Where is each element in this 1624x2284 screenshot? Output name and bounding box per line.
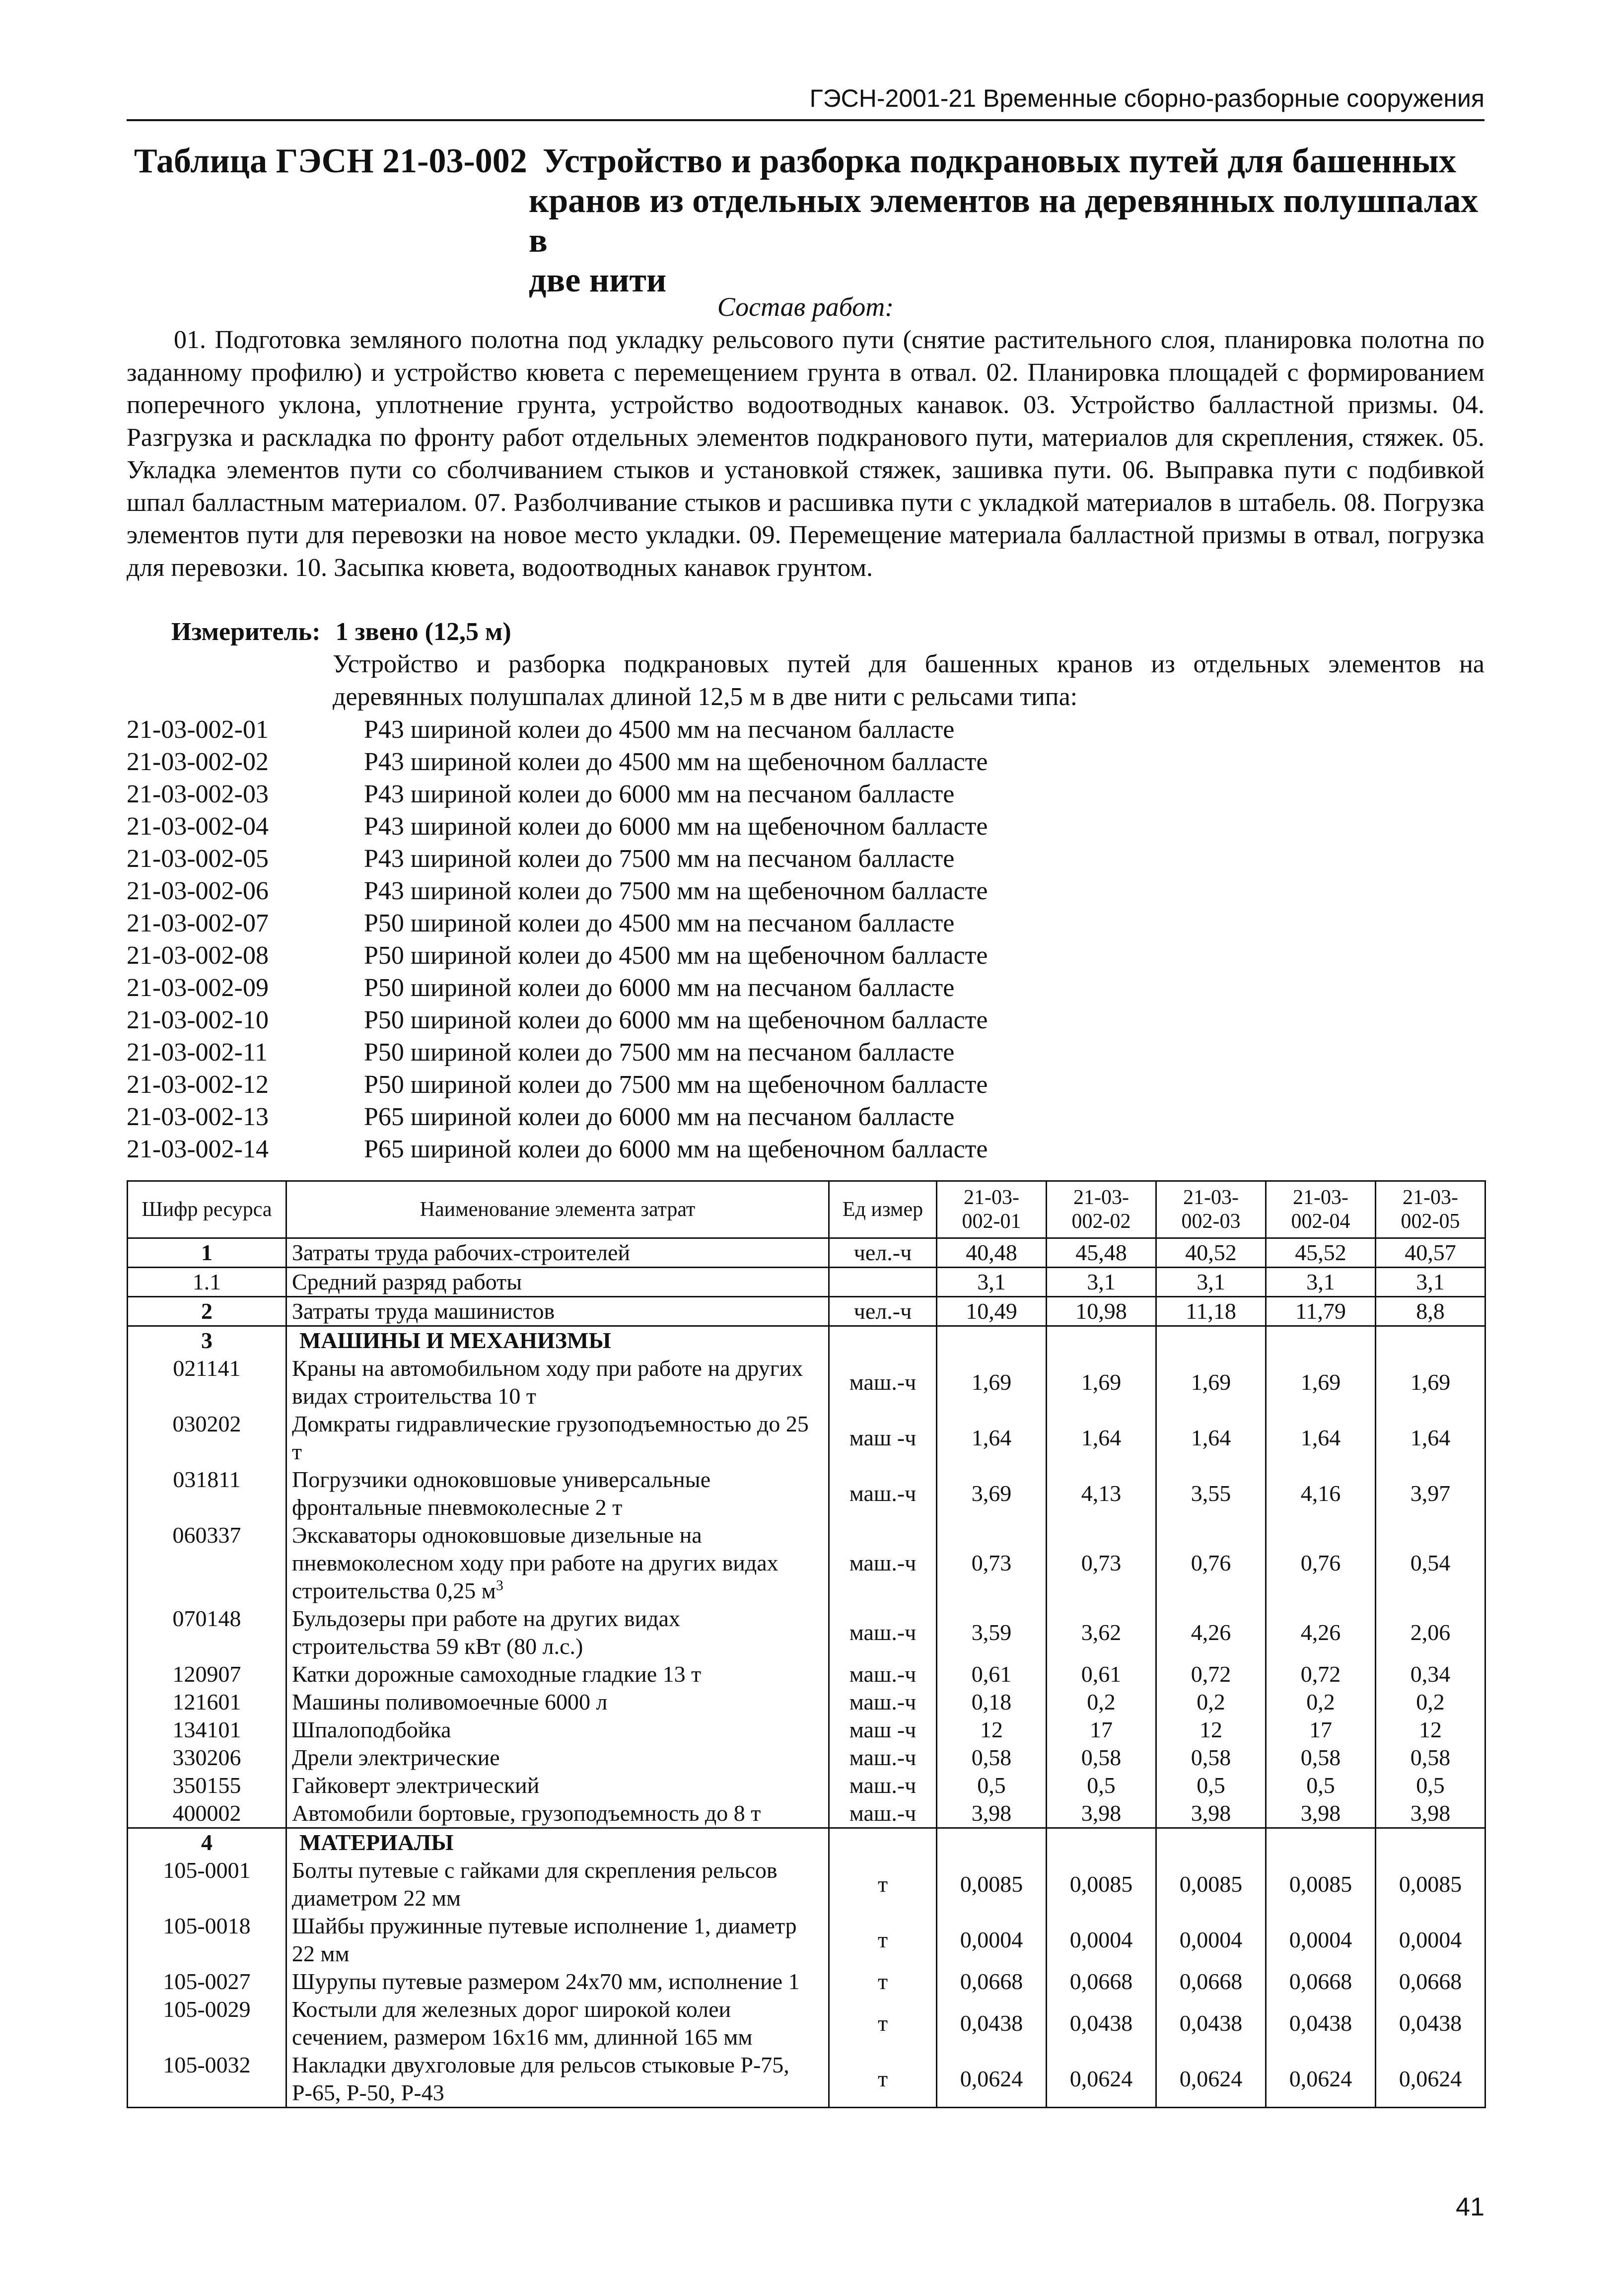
- resource-unit: маш.-ч: [829, 1688, 937, 1716]
- resource-value: 0,58: [1376, 1744, 1485, 1772]
- resource-value: 10,49: [937, 1297, 1047, 1326]
- empty-cell: [829, 1828, 937, 1857]
- variant-item: [127, 1133, 1484, 1165]
- resource-unit: т: [829, 1968, 937, 1996]
- resource-value: 0,0085: [1156, 1856, 1266, 1912]
- variant-code: 21-03-002-04: [127, 812, 269, 841]
- table-row: [128, 1297, 1485, 1326]
- resource-value: 40,48: [937, 1238, 1047, 1268]
- resource-code: 4: [128, 1828, 286, 1857]
- resource-value: 45,52: [1266, 1238, 1376, 1268]
- resource-value: 0,58: [937, 1744, 1047, 1772]
- variant-item: [127, 939, 1484, 972]
- empty-cell: [1376, 1326, 1485, 1355]
- resource-value: 8,8: [1376, 1297, 1485, 1326]
- resource-code: 330206: [128, 1744, 286, 1772]
- resource-value: 0,0438: [1266, 1996, 1376, 2051]
- resource-value: 4,26: [1266, 1605, 1376, 1660]
- empty-cell: [829, 1326, 937, 1355]
- table-title: [134, 142, 1484, 300]
- resource-name: Экскаваторы одноковшовые дизельные на пневмоколесном ходу при работе на других видах строительства 0,25 $м^3$: [286, 1521, 829, 1605]
- table-body: [128, 1238, 1485, 2108]
- resource-value: 0,0438: [1156, 1996, 1266, 2051]
- variant-text: Р50 шириной колеи до 7500 мм на песчаном балласте: [364, 1038, 955, 1067]
- empty-cell: [1047, 1326, 1156, 1355]
- table-row: [128, 1521, 1485, 1605]
- table-row: [128, 1268, 1485, 1297]
- variant-code: 21-03-002-08: [127, 941, 269, 970]
- variant-text: Р43 шириной колеи до 6000 мм на щебеночном балласте: [364, 812, 988, 841]
- resource-unit: т: [829, 1996, 937, 2051]
- resource-value: 0,0624: [937, 2051, 1047, 2108]
- resource-value: 4,26: [1156, 1605, 1266, 1660]
- resource-value: 0,0438: [1047, 1996, 1156, 2051]
- resource-name: Накладки двухголовые для рельсов стыковые Р-75, Р-65, Р-50, Р-43: [286, 2051, 829, 2108]
- variant-list: [127, 714, 1484, 1165]
- work-heading: Состав работ:: [717, 292, 894, 322]
- resource-value: 0,76: [1266, 1521, 1376, 1605]
- resource-value: 0,5: [937, 1772, 1047, 1799]
- resource-unit: маш.-ч: [829, 1355, 937, 1410]
- resource-unit: маш.-ч: [829, 1466, 937, 1521]
- variant-code: 21-03-002-10: [127, 1006, 269, 1034]
- variant-item: [127, 778, 1484, 810]
- variant-item: [127, 1101, 1484, 1133]
- resource-value: 4,16: [1266, 1466, 1376, 1521]
- resource-value: 1,69: [1047, 1355, 1156, 1410]
- col-header-variant: 21-03- 002-01: [937, 1181, 1047, 1238]
- resource-name: Костыли для железных дорог широкой колеи сечением, размером 16х16 мм, длинной 165 мм: [286, 1996, 829, 2051]
- section-row: [128, 1828, 1485, 1857]
- resource-code: 070148: [128, 1605, 286, 1660]
- resource-code: 1: [128, 1238, 286, 1268]
- variant-code: 21-03-002-05: [127, 845, 269, 873]
- resource-value: 2,06: [1376, 1605, 1485, 1660]
- variant-item: [127, 746, 1484, 778]
- resource-code: 105-0032: [128, 2051, 286, 2108]
- resource-name: Болты путевые с гайками для скрепления рельсов диаметром 22 мм: [286, 1856, 829, 1912]
- resource-value: 0,0668: [1376, 1968, 1485, 1996]
- resource-name: Гайковерт электрический: [286, 1772, 829, 1799]
- variant-text: Р50 шириной колеи до 4500 мм на щебеночном балласте: [364, 941, 988, 970]
- table-title-line: две нити: [529, 261, 667, 299]
- col-header-unit: Ед измер: [829, 1181, 937, 1238]
- table-title-lead: Таблица ГЭСН 21-03-002: [134, 142, 527, 180]
- resource-value: 0,0624: [1376, 2051, 1485, 2108]
- resource-value: 3,97: [1376, 1466, 1485, 1521]
- resource-name: Погрузчики одноковшовые универсальные фронтальные пневмоколесные 2 т: [286, 1466, 829, 1521]
- resource-value: 3,1: [1047, 1268, 1156, 1297]
- col-header-variant: 21-03- 002-05: [1376, 1181, 1485, 1238]
- resource-code: 121601: [128, 1688, 286, 1716]
- resource-name: Домкраты гидравлические грузоподъемностью до 25 т: [286, 1410, 829, 1466]
- resource-code: 120907: [128, 1660, 286, 1688]
- resource-value: 11,79: [1266, 1297, 1376, 1326]
- variant-text: Р65 шириной колеи до 6000 мм на щебеночном балласте: [364, 1135, 988, 1163]
- resource-code: 400002: [128, 1799, 286, 1828]
- resource-code: 105-0001: [128, 1856, 286, 1912]
- variant-text: Р43 шириной колеи до 4500 мм на песчаном балласте: [364, 715, 955, 744]
- resource-name: Затраты труда рабочих-строителей: [286, 1238, 829, 1268]
- variant-text: Р50 шириной колеи до 4500 мм на песчаном балласте: [364, 909, 955, 937]
- resource-value: 3,1: [1266, 1268, 1376, 1297]
- resource-unit: маш.-ч: [829, 1605, 937, 1660]
- section-title: МАТЕРИАЛЫ: [286, 1828, 829, 1857]
- resource-value: 0,34: [1376, 1660, 1485, 1688]
- resource-value: 0,2: [1266, 1688, 1376, 1716]
- resource-name: Шурупы путевые размером 24х70 мм, исполнение 1: [286, 1968, 829, 1996]
- resource-value: 40,57: [1376, 1238, 1485, 1268]
- resource-code: 2: [128, 1297, 286, 1326]
- resource-value: 3,98: [937, 1799, 1047, 1828]
- variant-code: 21-03-002-14: [127, 1135, 269, 1163]
- resource-value: 0,76: [1156, 1521, 1266, 1605]
- resource-name: Краны на автомобильном ходу при работе на других видах строительства 10 т: [286, 1355, 829, 1410]
- resource-value: 0,0085: [937, 1856, 1047, 1912]
- variant-code: 21-03-002-11: [127, 1038, 268, 1067]
- resource-unit: чел.-ч: [829, 1238, 937, 1268]
- resource-value: 45,48: [1047, 1238, 1156, 1268]
- resource-value: 0,72: [1156, 1660, 1266, 1688]
- resource-value: 17: [1266, 1716, 1376, 1744]
- empty-cell: [937, 1326, 1047, 1355]
- empty-cell: [1156, 1828, 1266, 1857]
- resource-value: 0,0438: [1376, 1996, 1485, 2051]
- resource-value: 1,64: [1156, 1410, 1266, 1466]
- empty-cell: [1266, 1326, 1376, 1355]
- resource-value: 1,69: [1266, 1355, 1376, 1410]
- resource-unit: маш -ч: [829, 1716, 937, 1744]
- table-row: [128, 1799, 1485, 1828]
- resource-code: 105-0027: [128, 1968, 286, 1996]
- variant-item: [127, 1004, 1484, 1036]
- section-row: [128, 1326, 1485, 1355]
- resource-name: Шпалоподбойка: [286, 1716, 829, 1744]
- table-row: [128, 1716, 1485, 1744]
- variant-item: [127, 907, 1484, 939]
- empty-cell: [937, 1828, 1047, 1857]
- table-title-line: Устройство и разборка подкрановых путей для башенных: [543, 142, 1457, 180]
- running-header: ГЭСН-2001-21 Временные сборно-разборные сооружения: [809, 84, 1484, 112]
- page-number: 41: [1456, 2193, 1484, 2221]
- resource-value: 1,69: [1156, 1355, 1266, 1410]
- resource-value: 0,0085: [1266, 1856, 1376, 1912]
- table-row: [128, 1856, 1485, 1912]
- resource-unit: чел.-ч: [829, 1297, 937, 1326]
- table-row: [128, 1968, 1485, 1996]
- variant-code: 21-03-002-12: [127, 1071, 269, 1099]
- col-header-name: Наименование элемента затрат: [286, 1181, 829, 1238]
- variant-text: Р50 шириной колеи до 6000 мм на щебеночном балласте: [364, 1006, 988, 1034]
- table-row: [128, 1744, 1485, 1772]
- table-row: [128, 1355, 1485, 1410]
- resource-value: 3,59: [937, 1605, 1047, 1660]
- resource-unit: т: [829, 1856, 937, 1912]
- resource-value: 3,69: [937, 1466, 1047, 1521]
- variant-item: [127, 1069, 1484, 1101]
- variant-item: [127, 1036, 1484, 1069]
- resource-value: 0,0004: [1047, 1912, 1156, 1968]
- measure-label: Измеритель:: [171, 618, 321, 646]
- col-header-variant: 21-03- 002-03: [1156, 1181, 1266, 1238]
- col-header-variant: 21-03- 002-02: [1047, 1181, 1156, 1238]
- resource-unit: маш.-ч: [829, 1521, 937, 1605]
- resource-value: 0,0668: [1047, 1968, 1156, 1996]
- resource-value: 3,1: [1156, 1268, 1266, 1297]
- resource-value: 0,0624: [1047, 2051, 1156, 2108]
- resource-value: 0,0668: [1266, 1968, 1376, 1996]
- variant-text: Р43 шириной колеи до 7500 мм на щебеночном балласте: [364, 877, 988, 905]
- variant-code: 21-03-002-13: [127, 1103, 269, 1131]
- scope-text: Устройство и разборка подкрановых путей для башенных кранов из отдельных элементов на деревянных полушпалах длиной 12,5 м в две нити с рельсами типа:: [333, 650, 1484, 711]
- resource-code: 021141: [128, 1355, 286, 1410]
- empty-cell: [1156, 1326, 1266, 1355]
- resource-value: 3,98: [1156, 1799, 1266, 1828]
- col-header-code: Шифр ресурса: [128, 1181, 286, 1238]
- resource-name: Средний разряд работы: [286, 1268, 829, 1297]
- resource-value: 17: [1047, 1716, 1156, 1744]
- resource-value: 3,98: [1266, 1799, 1376, 1828]
- resource-code: 105-0029: [128, 1996, 286, 2051]
- table-row: [128, 1605, 1485, 1660]
- resource-value: 0,0085: [1376, 1856, 1485, 1912]
- resource-unit: маш.-ч: [829, 1799, 937, 1828]
- resource-code: 105-0018: [128, 1912, 286, 1968]
- resource-unit: [829, 1268, 937, 1297]
- resource-code: 350155: [128, 1772, 286, 1799]
- resource-code: 060337: [128, 1521, 286, 1605]
- resource-value: 0,0668: [1156, 1968, 1266, 1996]
- resource-unit: т: [829, 1912, 937, 1968]
- variant-code: 21-03-002-03: [127, 780, 269, 808]
- variant-text: Р50 шириной колеи до 6000 мм на песчаном балласте: [364, 974, 955, 1002]
- resource-name: Бульдозеры при работе на других видах строительства 59 кВт (80 л.с.): [286, 1605, 829, 1660]
- resource-value: 11,18: [1156, 1297, 1266, 1326]
- resource-name: Затраты труда машинистов: [286, 1297, 829, 1326]
- resource-code: 1.1: [128, 1268, 286, 1297]
- resource-value: 0,5: [1376, 1772, 1485, 1799]
- measure-line: [171, 616, 1484, 648]
- resource-code: 030202: [128, 1410, 286, 1466]
- table-row: [128, 1410, 1485, 1466]
- resource-value: 1,64: [1376, 1410, 1485, 1466]
- resource-code: 3: [128, 1326, 286, 1355]
- resource-unit: маш.-ч: [829, 1660, 937, 1688]
- resource-value: 0,0004: [1376, 1912, 1485, 1968]
- empty-cell: [1266, 1828, 1376, 1857]
- variant-code: 21-03-002-07: [127, 909, 269, 937]
- variant-text: Р43 шириной колеи до 6000 мм на песчаном балласте: [364, 780, 955, 808]
- variant-item: [127, 714, 1484, 746]
- resource-value: 0,2: [1047, 1688, 1156, 1716]
- resource-value: 1,69: [1376, 1355, 1485, 1410]
- section-title: МАШИНЫ И МЕХАНИЗМЫ: [286, 1326, 829, 1355]
- resource-value: 0,61: [937, 1660, 1047, 1688]
- table-row: [128, 1238, 1485, 1268]
- resource-unit: т: [829, 2051, 937, 2108]
- resource-value: 0,0085: [1047, 1856, 1156, 1912]
- work-description: 01. Подготовка земляного полотна под укладку рельсового пути (снятие растительного слоя, планировка полотна по заданному профилю) и устройство кювета с перемещением грунта в отвал. 02. Планировка площадей с формированием поперечного уклона, уплотнение грунта, устройство водоотводных канавок. 03. Устройство балластной призмы. 04. Разгрузка и раскладка по фронту работ отдельных элементов подкранового пути, материалов для скрепления, стяжек. 05. Укладка элементов пути со сболчиванием стыков и установкой стяжек, зашивка пути. 06. Выправка пути с подбивкой шпал балластным материалом. 07. Разболчивание стыков и расшивка пути с укладкой материалов в штабель. 08. Погрузка элементов пути для перевозки на новое место укладки. 09. Перемещение материала балластной призмы в отвал, погрузка для перевозки. 10. Засыпка кювета, водоотводных канавок грунтом.: [127, 326, 1484, 582]
- resource-value: 0,0004: [1156, 1912, 1266, 1968]
- resource-value: 0,5: [1266, 1772, 1376, 1799]
- resource-value: 0,18: [937, 1688, 1047, 1716]
- resource-unit: маш.-ч: [829, 1772, 937, 1799]
- resource-value: 1,64: [937, 1410, 1047, 1466]
- resource-unit: маш.-ч: [829, 1744, 937, 1772]
- table-title-line: кранов из отдельных элементов на деревянных полушпалах в: [529, 182, 1479, 260]
- empty-cell: [1376, 1828, 1485, 1857]
- table-row: [128, 1772, 1485, 1799]
- resource-value: 0,0438: [937, 1996, 1047, 2051]
- resource-value: 0,58: [1047, 1744, 1156, 1772]
- resource-value: 1,69: [937, 1355, 1047, 1410]
- table-row: [128, 1688, 1485, 1716]
- resource-value: 0,73: [937, 1521, 1047, 1605]
- resource-unit: маш -ч: [829, 1410, 937, 1466]
- variant-code: 21-03-002-01: [127, 715, 269, 744]
- resource-value: 0,0624: [1156, 2051, 1266, 2108]
- resource-value: 4,13: [1047, 1466, 1156, 1521]
- table-header-row: [128, 1181, 1485, 1238]
- variant-text: Р50 шириной колеи до 7500 мм на щебеночном балласте: [364, 1071, 988, 1099]
- empty-cell: [1047, 1828, 1156, 1857]
- resource-value: 3,1: [1376, 1268, 1485, 1297]
- table-row: [128, 1466, 1485, 1521]
- measure-value: 1 звено (12,5 м): [335, 618, 511, 646]
- resource-value: 40,52: [1156, 1238, 1266, 1268]
- resource-value: 0,0004: [1266, 1912, 1376, 1968]
- resource-value: 0,2: [1156, 1688, 1266, 1716]
- resource-code: 134101: [128, 1716, 286, 1744]
- resource-value: 12: [1376, 1716, 1485, 1744]
- resource-value: 3,98: [1047, 1799, 1156, 1828]
- resource-value: 0,5: [1047, 1772, 1156, 1799]
- variant-text: Р43 шириной колеи до 4500 мм на щебеночном балласте: [364, 748, 988, 776]
- resource-value: 12: [937, 1716, 1047, 1744]
- variant-item: [127, 810, 1484, 843]
- header-rule: [127, 119, 1484, 121]
- resource-value: 0,54: [1376, 1521, 1485, 1605]
- resource-value: 0,61: [1047, 1660, 1156, 1688]
- resource-value: 3,98: [1376, 1799, 1485, 1828]
- variant-text: Р65 шириной колеи до 6000 мм на песчаном балласте: [364, 1103, 955, 1131]
- variant-code: 21-03-002-02: [127, 748, 269, 776]
- resource-value: 1,64: [1266, 1410, 1376, 1466]
- variant-item: [127, 972, 1484, 1004]
- variant-code: 21-03-002-06: [127, 877, 269, 905]
- resource-table: [127, 1180, 1486, 2108]
- resource-value: 1,64: [1047, 1410, 1156, 1466]
- resource-name: Дрели электрические: [286, 1744, 829, 1772]
- resource-name: Шайбы пружинные путевые исполнение 1, диаметр 22 мм: [286, 1912, 829, 1968]
- superscript: 3: [495, 1577, 503, 1594]
- resource-value: 3,1: [937, 1268, 1047, 1297]
- table-row: [128, 1996, 1485, 2051]
- variant-item: [127, 843, 1484, 875]
- resource-code: 031811: [128, 1466, 286, 1521]
- resource-value: 0,2: [1376, 1688, 1485, 1716]
- resource-value: 0,0624: [1266, 2051, 1376, 2108]
- resource-value: 3,55: [1156, 1466, 1266, 1521]
- resource-value: 0,0004: [937, 1912, 1047, 1968]
- variant-code: 21-03-002-09: [127, 974, 269, 1002]
- table-row: [128, 1660, 1485, 1688]
- resource-value: 0,72: [1266, 1660, 1376, 1688]
- resource-value: 12: [1156, 1716, 1266, 1744]
- col-header-variant: 21-03- 002-04: [1266, 1181, 1376, 1238]
- variant-text: Р43 шириной колеи до 7500 мм на песчаном балласте: [364, 845, 955, 873]
- table-row: [128, 1912, 1485, 1968]
- resource-name: Катки дорожные самоходные гладкие 13 т: [286, 1660, 829, 1688]
- resource-value: 0,58: [1266, 1744, 1376, 1772]
- resource-value: 3,62: [1047, 1605, 1156, 1660]
- resource-value: 10,98: [1047, 1297, 1156, 1326]
- resource-name: Машины поливомоечные 6000 л: [286, 1688, 829, 1716]
- resource-name: Автомобили бортовые, грузоподъемность до 8 т: [286, 1799, 829, 1828]
- table-row: [128, 2051, 1485, 2108]
- resource-value: 0,73: [1047, 1521, 1156, 1605]
- variant-item: [127, 875, 1484, 907]
- resource-value: 0,58: [1156, 1744, 1266, 1772]
- resource-value: 0,5: [1156, 1772, 1266, 1799]
- resource-value: 0,0668: [937, 1968, 1047, 1996]
